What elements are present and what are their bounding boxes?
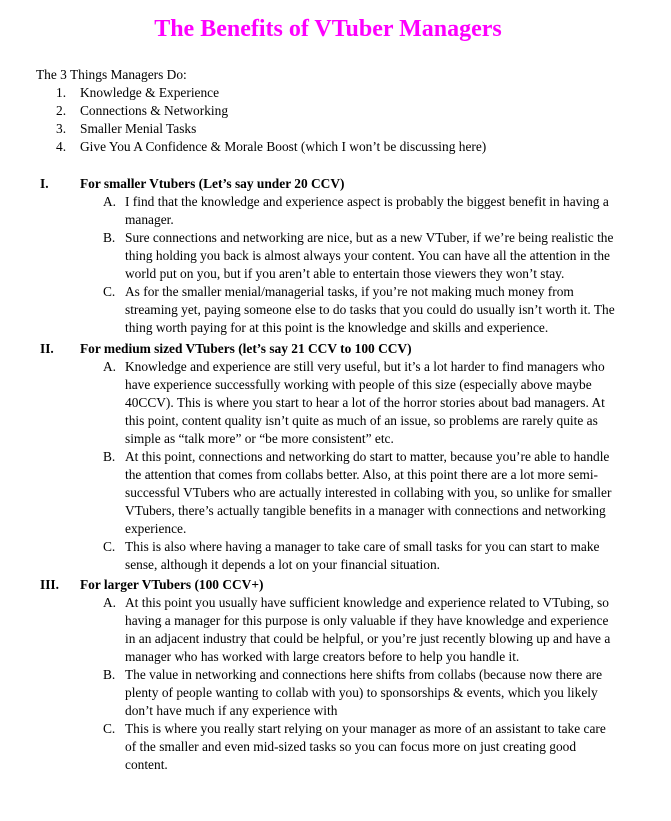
point-text: At this point you usually have sufficient knowledge and experience related to VTubing, so having a manager for this purpose is only valuable if they have knowledge and experience in an adjacent industry that could be helpful, or you’re just recently blowing up and have a manager who has worked with large creators before to help you handle it. [125, 595, 611, 664]
point-letter: B. [103, 449, 116, 464]
point-text: I find that the knowledge and experience aspect is probably the biggest benefit in having a manager. [125, 194, 609, 227]
point-item [0, 283, 656, 337]
point-item [0, 720, 656, 774]
section-title: For larger VTubers (100 CCV+) [80, 577, 264, 592]
point-letter: B. [103, 230, 116, 245]
point-text: Knowledge and experience are still very useful, but it’s a lot harder to find managers who have experience successfully working with people of this size (especially above maybe 40CCV). This is where you start to hear a lot of the horror stories about bad managers. At this point, content quality isn’t quite as much of an issue, so problems are rarely quite as simple as “talk more” or “be more consistent” etc. [125, 359, 605, 446]
intro-heading: The 3 Things Managers Do: [36, 67, 187, 82]
section-title: For medium sized VTubers (let’s say 21 CCV to 100 CCV) [80, 341, 412, 356]
point-text: Sure connections and networking are nice, but as a new VTuber, if we’re being realistic the thing holding you back is almost always your content. You can have all the attention in the world put on you, but if you aren’t able to entertain those viewers they won’t stay. [125, 230, 614, 281]
section-numeral: I. [40, 176, 49, 191]
point-letter: C. [103, 284, 116, 299]
point-item [0, 229, 656, 283]
list-number: 4. [56, 139, 67, 154]
point-letter: A. [103, 359, 117, 374]
point-letter: C. [103, 539, 116, 554]
section-smaller-vtubers [0, 175, 656, 337]
section-larger-vtubers [0, 576, 656, 774]
point-text: At this point, connections and networking do start to matter, because you’re able to handle the attention that comes from collabs better. Also, at this point there are a lot more semi-successful VTubers who are actually interested in collabing with you, so unlike for smaller VTubers, there’s actually tangible benefits in a manager with connections and networking experience. [125, 449, 612, 536]
point-item [0, 594, 656, 666]
list-text: Knowledge & Experience [80, 85, 220, 100]
point-text: This is also where having a manager to take care of small tasks for you can start to make sense, although it depends a lot on your financial situation. [125, 539, 600, 572]
list-text: Smaller Menial Tasks [80, 121, 197, 136]
list-text: Give You A Confidence & Morale Boost (which I won’t be discussing here) [80, 139, 487, 154]
point-letter: C. [103, 721, 116, 736]
section-heading [0, 576, 656, 594]
section-heading [0, 340, 656, 358]
section-heading [0, 175, 656, 193]
point-letter: A. [103, 194, 117, 209]
section-title: For smaller Vtubers (Let’s say under 20 CCV) [80, 176, 345, 191]
point-letter: A. [103, 595, 117, 610]
section-medium-vtubers [0, 340, 656, 574]
point-item [0, 666, 656, 720]
point-letter: B. [103, 667, 116, 682]
point-item [0, 538, 656, 574]
list-number: 1. [56, 85, 67, 100]
point-text: The value in networking and connections here shifts from collabs (because now there are plenty of people wanting to collab with you) to sponsorships & events, which you likely don’t have much if any experience with [125, 667, 603, 718]
section-numeral: III. [40, 577, 59, 592]
point-text: As for the smaller menial/managerial tasks, if you’re not making much money from streaming yet, paying someone else to do tasks that you could do usually isn’t worth it. The thing worth paying for at this point is the knowledge and skills and experience. [125, 284, 615, 335]
section-numeral: II. [40, 341, 54, 356]
list-number: 3. [56, 121, 67, 136]
point-item [0, 448, 656, 538]
point-item [0, 193, 656, 229]
point-text: This is where you really start relying on your manager as more of an assistant to take care of the smaller and even mid-sized tasks so you can focus more on just creating good content. [125, 721, 606, 772]
list-number: 2. [56, 103, 67, 118]
document-title: The Benefits of VTuber Managers [154, 16, 502, 42]
point-item [0, 358, 656, 448]
list-text: Connections & Networking [80, 103, 229, 118]
